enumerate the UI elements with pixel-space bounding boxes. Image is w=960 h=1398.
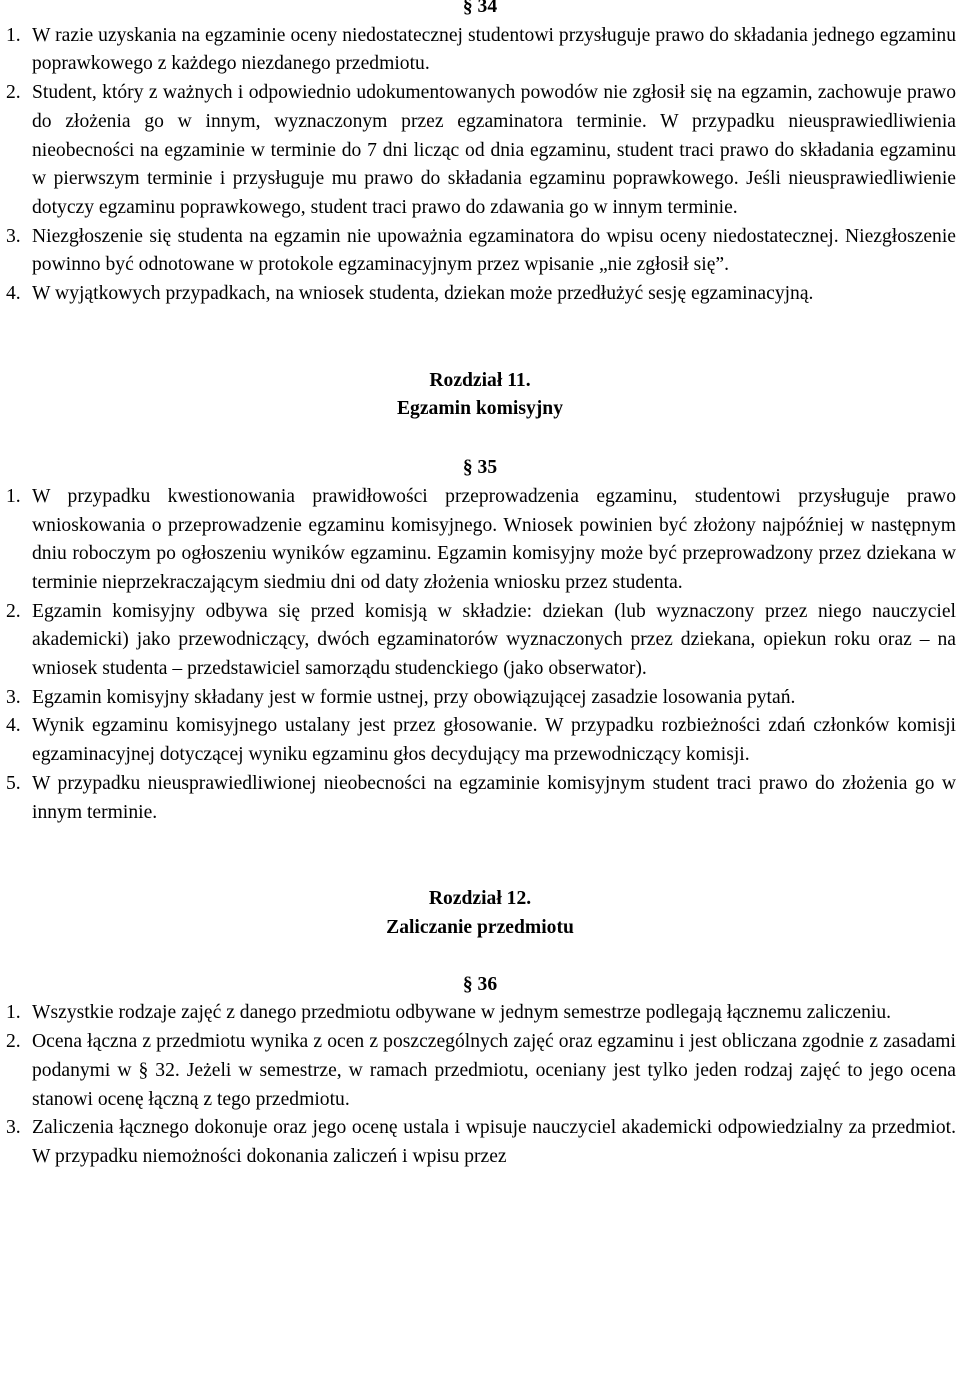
paragraph-36-1 — [6, 999, 956, 1028]
paragraph-text: W przypadku kwestionowania prawidłowości przeprowadzenia egzaminu, studentowi przysługuje prawo wnioskowania o przeprowadzenie egzaminu komisyjnego. Wniosek powinien być złożony najpóźniej w następnym dniu roboczym po ogłoszeniu wyników egzaminu. Egzamin komisyjny może być przeprowadzony przez dziekana w terminie nieprzekraczającym siedmiu dni od daty złożenia wniosku przez studenta. — [32, 485, 956, 593]
paragraph-text: Student, który z ważnych i odpowiednio udokumentowanych powodów nie zgłosił się na egzamin, zachowuje prawo do złożenia go w innym, wyznaczonym przez egzaminatora terminie. W przypadku nieusprawiedliwienia nieobecności na egzaminie w terminie do 7 dni licząc od dnia egzaminu, student traci prawo do składania egzaminu w pierwszym terminie i przysługuje mu prawo do składania egzaminu poprawkowego. Jeśli nieusprawiedliwienie dotyczy egzaminu poprawkowego, student traci prawo do zdawania go w innym terminie. — [32, 82, 956, 218]
paragraph-number: 4. — [6, 715, 21, 737]
paragraph-number: 2. — [6, 82, 21, 104]
paragraph-number: 1. — [6, 485, 21, 507]
paragraph-number: 2. — [6, 1031, 21, 1053]
paragraph-text: Egzamin komisyjny składany jest w formie ustnej, przy obowiązującej zasadzie losowania pytań. — [32, 686, 796, 708]
paragraph-34-4 — [6, 280, 956, 309]
chapter-12-label: Rozdział 12. — [428, 888, 532, 910]
paragraph-number: 1. — [6, 24, 21, 46]
paragraph-number: 3. — [6, 686, 21, 708]
paragraph-35-5 — [6, 770, 956, 827]
section-number: 35 — [477, 457, 498, 479]
chapter-12-title: Zaliczanie przedmiotu — [386, 916, 574, 938]
paragraph-35-3 — [6, 684, 956, 713]
section-36-heading — [0, 971, 960, 1000]
section-number: 36 — [477, 973, 498, 995]
paragraph-36-2 — [6, 1028, 956, 1114]
chapter-11-title: Egzamin komisyjny — [396, 398, 564, 420]
section-35-heading — [0, 454, 960, 483]
paragraph-number: 3. — [6, 1117, 21, 1139]
paragraph-35-4 — [6, 712, 956, 769]
paragraph-text: Ocena łączna z przedmiotu wynika z ocen z poszczególnych zajęć oraz egzaminu i jest obliczana zgodnie z zasadami podanymi w § 32. Jeżeli w semestrze, w ramach przedmiotu, oceniany jest tylko jeden rodzaj zajęć to jego ocena stanowi ocenę łączną z tego przedmiotu. — [32, 1031, 956, 1110]
paragraph-text: Niezgłoszenie się studenta na egzamin nie upoważnia egzaminatora do wpisu oceny niedostatecznej. Niezgłoszenie powinno być odnotowane w protokole egzaminacyjnym przez wpisanie „nie zgłosił się”. — [32, 225, 956, 276]
paragraph-number: 2. — [6, 600, 21, 622]
paragraph-text: W razie uzyskania na egzaminie oceny niedostatecznej studentowi przysługuje prawo do składania jednego egzaminu poprawkowego z każdego niezdanego przedmiotu. — [32, 24, 956, 75]
paragraph-text: Wynik egzaminu komisyjnego ustalany jest przez głosowanie. W przypadku rozbieżności zdań członków komisji egzaminacyjnej dotyczącej wyniku egzaminu głos decydujący ma przewodniczący komisji. — [32, 715, 956, 766]
section-symbol: § — [462, 0, 473, 17]
chapter-11-label: Rozdział 11. — [429, 369, 531, 391]
paragraph-text: Zaliczenia łącznego dokonuje oraz jego ocenę ustala i wpisuje nauczyciel akademicki odpowiedzialny za przedmiot. W przypadku niemożności dokonania zaliczeń i wpisu przez — [32, 1117, 956, 1167]
paragraph-number: 3. — [6, 225, 21, 247]
section-number: 34 — [477, 0, 498, 17]
paragraph-35-1 — [6, 483, 956, 598]
section-34-heading — [0, 0, 960, 22]
paragraph-text: W wyjątkowych przypadkach, na wniosek studenta, dziekan może przedłużyć sesję egzaminacyjną. — [32, 283, 814, 305]
paragraph-34-2 — [6, 79, 956, 223]
section-symbol: § — [462, 973, 473, 995]
paragraph-number: 5. — [6, 772, 21, 794]
paragraph-number: 4. — [6, 283, 21, 305]
paragraph-number: 1. — [6, 1002, 21, 1024]
paragraph-text: W przypadku nieusprawiedliwionej nieobecności na egzaminie komisyjnym student traci prawo do złożenia go w innym terminie. — [32, 772, 956, 823]
paragraph-text: Wszystkie rodzaje zajęć z danego przedmiotu odbywane w jednym semestrze podlegają łącznemu zaliczeniu. — [32, 1002, 892, 1024]
section-symbol: § — [462, 457, 473, 479]
paragraph-text: Egzamin komisyjny odbywa się przed komisją w składzie: dziekan (lub wyznaczony przez niego nauczyciel akademicki) jako przewodniczący, dwóch egzaminatorów wyznaczonych przez dziekana, opiekun roku oraz – na wniosek studenta – przedstawiciel samorządu studenckiego (jako obserwator). — [32, 600, 956, 680]
paragraph-34-1 — [6, 22, 956, 79]
paragraph-35-2 — [6, 598, 956, 684]
paragraph-36-3 — [6, 1114, 956, 1171]
paragraph-34-3 — [6, 223, 956, 280]
